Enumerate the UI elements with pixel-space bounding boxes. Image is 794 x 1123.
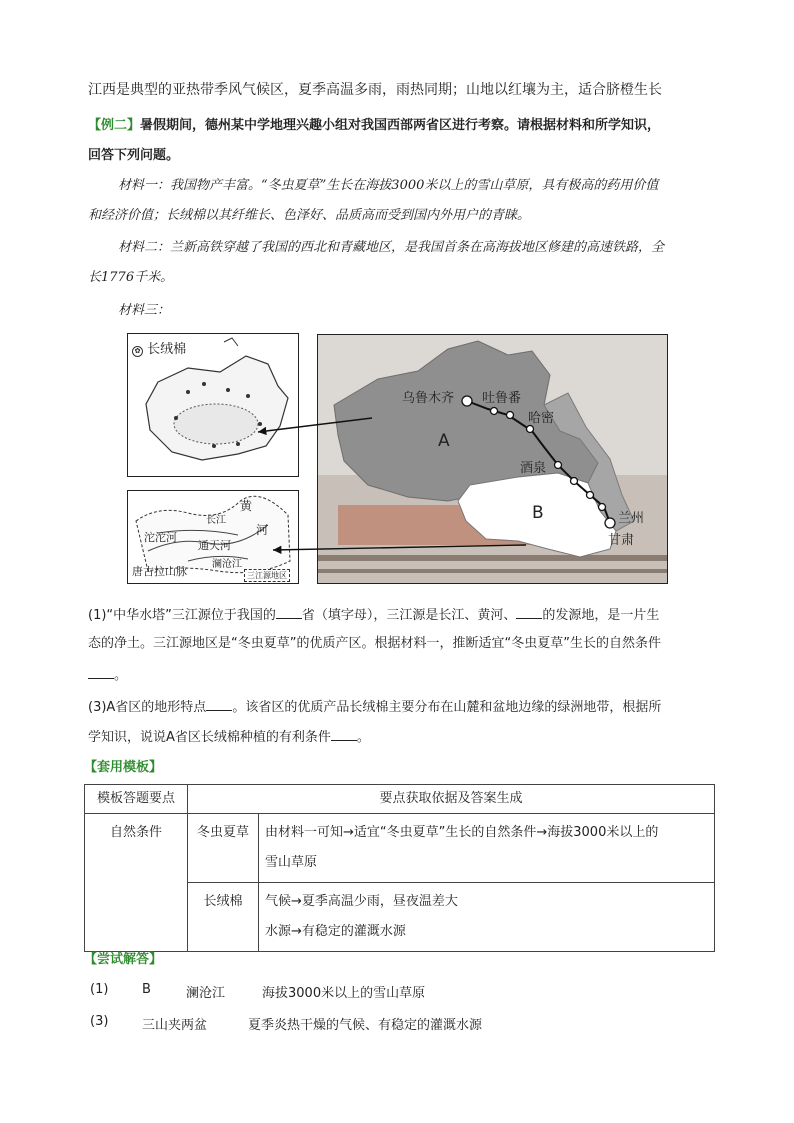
inset2-river-5: 通天河 (198, 539, 231, 552)
answers-title: 【尝试解答】 (84, 952, 163, 967)
template-sub1-text-line1: 由材料一可知→适宜“冬虫夏草”生长的自然条件→海拔3000米以上的 (265, 825, 659, 840)
template-sub1-text (259, 814, 715, 883)
intro-line: 江西是典型的亚热带季风气候区，夏季高温多雨，雨热同期；山地以红壤为主，适合脐橙生长 (88, 82, 662, 98)
inset2-river-4: 沱沱河 (144, 531, 177, 544)
q1-blank-1[interactable] (276, 604, 302, 619)
template-sub1-text-line2: 雪山草原 (265, 855, 318, 870)
answer1-value1: B (142, 982, 151, 997)
q3-part-b: 。该省区的优质产品长绒棉主要分布在山麓和盆地边缘的绿洲地带，根据所 (232, 700, 662, 715)
template-row-1 (85, 814, 715, 883)
cotton-legend-label: 长绒棉 (147, 342, 187, 357)
q1-line1 (88, 604, 659, 626)
template-sub1-label: 冬虫夏草 (188, 814, 259, 883)
q1-part-a: (1)“中华水塔”三江源位于我国的 (88, 608, 276, 623)
answer1-value2: 澜沧江 (186, 986, 226, 1001)
label-gansu: 甘肃 (608, 533, 635, 548)
answer1-value3: 海拔3000米以上的雪山草原 (262, 986, 426, 1001)
inset2-river-2: 河 (256, 523, 269, 537)
sanjiangyuan-legend: 三江源地区 (244, 569, 290, 582)
answer3-number: (3) (90, 1014, 109, 1029)
template-sub2-text-line1: 气候→夏季高温少雨，昼夜温差大 (265, 894, 458, 909)
q1-part-c: 的发源地，是一片生 (542, 608, 660, 623)
city-urumqi: 乌鲁木齐 (402, 391, 455, 406)
city-lanzhou: 兰州 (618, 511, 645, 526)
example-q-line2: 回答下列问题。 (88, 148, 180, 163)
material2-line1: 材料二：兰新高铁穿越了我国的西北和青藏地区，是我国首条在高海拔地区修建的高速铁路，全 (118, 240, 665, 255)
template-sub2-text-line2: 水源→有稳定的灌溉水源 (265, 924, 406, 939)
q1-part-b: 省（填字母），三江源是长江、黄河、 (301, 608, 517, 623)
material2-line2: 长1776千米。 (88, 270, 174, 285)
province-a-label: A (438, 431, 450, 451)
province-b-label: B (532, 503, 544, 523)
q3-part-c: 学知识，说说A省区长绒棉种植的有利条件 (88, 730, 331, 745)
material1-line2: 和经济价值；长绒棉以其纤维长、色泽好、品质高而受到国内外用户的青睐。 (88, 208, 531, 223)
q3-end: 。 (356, 730, 370, 745)
answer3-value2: 夏季炎热干燥的气候、有稳定的灌溉水源 (248, 1018, 483, 1033)
material1-line1: 材料一：我国物产丰富。“冬虫夏草”生长在海拔3000米以上的雪山草原，具有极高的药用价值 (118, 178, 659, 193)
cotton-legend-icon: ✿ (132, 346, 143, 357)
q3-part-a: (3)A省区的地形特点 (88, 700, 207, 715)
q3-line2 (88, 726, 370, 748)
q3-blank-2[interactable] (331, 726, 357, 741)
template-header-col1: 模板答题要点 (85, 785, 188, 814)
q3-line1 (88, 696, 661, 718)
q1-end: 。 (114, 668, 128, 683)
template-header-col2: 要点获取依据及答案生成 (188, 785, 715, 814)
city-turpan: 吐鲁番 (482, 391, 522, 406)
city-hami: 哈密 (528, 411, 555, 426)
material3-label: 材料三： (118, 303, 171, 318)
inset2-river-6: 澜沧江 (212, 559, 242, 570)
q1-blank-3[interactable] (88, 664, 114, 679)
q3-blank-1[interactable] (206, 696, 232, 711)
city-jiuquan: 酒泉 (520, 461, 547, 476)
template-sub2-text (259, 883, 715, 952)
template-table (84, 784, 715, 952)
example-tag: 【例二】 (88, 118, 141, 133)
answer3-value1: 三山夹两盆 (142, 1018, 208, 1033)
example-q-line1: 暑假期间，德州某中学地理兴趣小组对我国西部两省区进行考察。请根据材料和所学知识， (140, 118, 661, 133)
answer1-number: (1) (90, 982, 109, 997)
q1-blank-2[interactable] (516, 604, 542, 619)
template-row-label: 自然条件 (85, 814, 188, 952)
template-title: 【套用模板】 (84, 760, 163, 775)
q1-line3 (88, 664, 127, 686)
inset2-river-1: 黄 (240, 499, 253, 513)
inset2-river-3: 长江 (206, 515, 226, 526)
template-sub2-label: 长绒棉 (188, 883, 259, 952)
template-header-row (85, 785, 715, 814)
q1-line2: 态的净土。三江源地区是“冬虫夏草”的优质产区。根据材料一，推断适宜“冬虫夏草”生长的自然条件 (88, 636, 661, 651)
inset2-river-7: 唐古拉山脉 (132, 565, 187, 578)
